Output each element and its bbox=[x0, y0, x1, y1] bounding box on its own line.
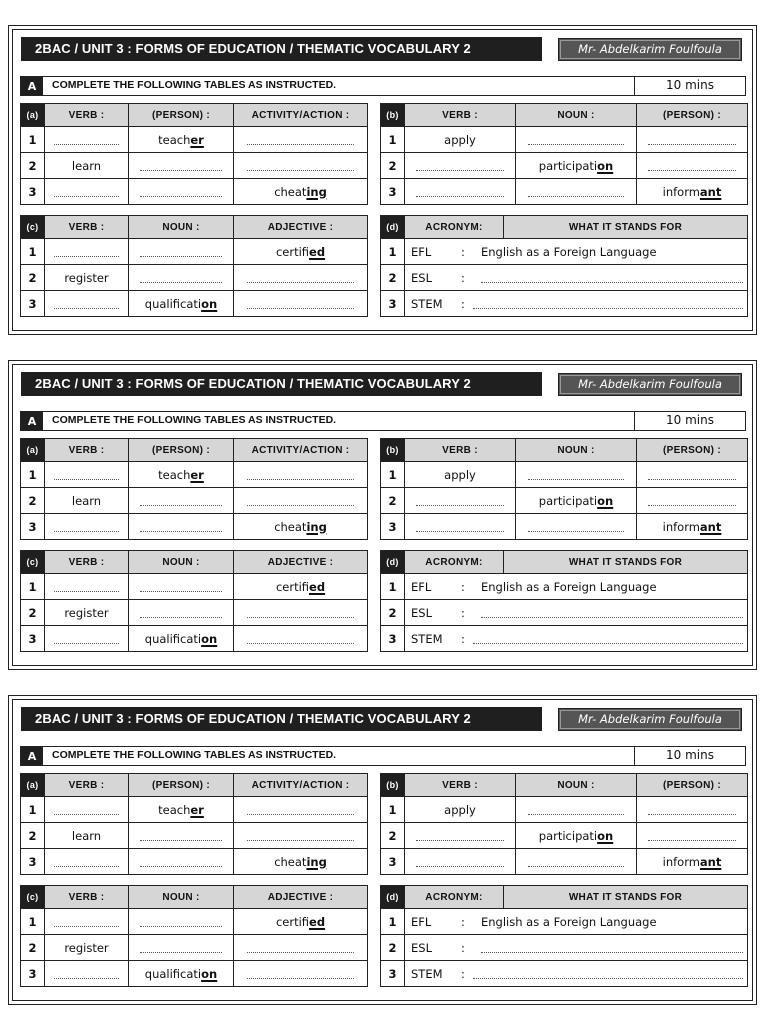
blank-field[interactable] bbox=[234, 462, 368, 488]
row-number: 1 bbox=[381, 574, 405, 600]
table-d bbox=[380, 550, 748, 652]
instruction-row bbox=[20, 411, 746, 431]
row-number: 3 bbox=[21, 849, 45, 875]
column-header: (PERSON) : bbox=[637, 774, 748, 797]
table-c bbox=[20, 885, 368, 987]
table-row bbox=[21, 153, 368, 179]
table-row bbox=[21, 600, 368, 626]
acronym: ESL bbox=[411, 940, 432, 955]
row-number: 2 bbox=[21, 153, 45, 179]
acronym-line: STEM : bbox=[405, 961, 748, 987]
blank-field[interactable] bbox=[45, 797, 129, 823]
column-header: NOUN : bbox=[129, 216, 234, 239]
acronym: ESL bbox=[411, 605, 432, 620]
instruction-row bbox=[20, 76, 746, 96]
blank-field[interactable] bbox=[45, 127, 129, 153]
column-header: (PERSON) : bbox=[637, 104, 748, 127]
table-tag: (c) bbox=[21, 551, 45, 574]
table-row bbox=[21, 909, 368, 935]
blank-field[interactable] bbox=[516, 514, 637, 540]
acronym: ESL bbox=[411, 270, 432, 285]
blank-field[interactable] bbox=[481, 273, 743, 283]
acronym: STEM bbox=[411, 296, 443, 311]
row-number: 1 bbox=[381, 462, 405, 488]
row-number: 1 bbox=[381, 909, 405, 935]
blank-field[interactable] bbox=[45, 514, 129, 540]
blank-field[interactable] bbox=[405, 823, 516, 849]
table-b bbox=[380, 103, 748, 205]
table-row bbox=[381, 462, 748, 488]
row-number: 2 bbox=[381, 600, 405, 626]
given-word: teacher bbox=[129, 797, 234, 823]
column-header: (PERSON) : bbox=[129, 104, 234, 127]
table-row bbox=[381, 239, 748, 265]
given-word: qualification bbox=[129, 291, 234, 317]
given-word: participation bbox=[516, 823, 637, 849]
blank-field[interactable] bbox=[234, 291, 368, 317]
blank-field[interactable] bbox=[405, 849, 516, 875]
row-number: 1 bbox=[381, 239, 405, 265]
blank-field[interactable] bbox=[129, 935, 234, 961]
column-header: ACRONYM: bbox=[405, 216, 504, 239]
blank-field[interactable] bbox=[473, 299, 743, 309]
column-header: NOUN : bbox=[516, 104, 637, 127]
given-word: teacher bbox=[129, 127, 234, 153]
blank-field[interactable] bbox=[45, 239, 129, 265]
column-header: WHAT IT STANDS FOR bbox=[504, 216, 748, 239]
column-header: ACRONYM: bbox=[405, 886, 504, 909]
table-tag: (c) bbox=[21, 216, 45, 239]
acronym: EFL bbox=[411, 579, 432, 594]
table-tag: (b) bbox=[381, 104, 405, 127]
blank-field[interactable] bbox=[637, 462, 748, 488]
blank-field[interactable] bbox=[129, 823, 234, 849]
table-row bbox=[21, 849, 368, 875]
blank-field[interactable] bbox=[473, 634, 743, 644]
given-word: learn bbox=[45, 153, 129, 179]
given-word: apply bbox=[405, 127, 516, 153]
table-tag: (d) bbox=[381, 886, 405, 909]
instruction-text: COMPLETE THE FOLLOWING TABLES AS INSTRUCTED. bbox=[52, 749, 337, 761]
blank-field[interactable] bbox=[234, 127, 368, 153]
row-number: 3 bbox=[381, 514, 405, 540]
table-row bbox=[381, 574, 748, 600]
author-name: Mr- Abdelkarim Foulfoula bbox=[558, 38, 742, 61]
table-row bbox=[381, 127, 748, 153]
blank-field[interactable] bbox=[129, 600, 234, 626]
blank-field[interactable] bbox=[516, 127, 637, 153]
author-name: Mr- Abdelkarim Foulfoula bbox=[558, 708, 742, 731]
column-header: WHAT IT STANDS FOR bbox=[504, 886, 748, 909]
blank-field[interactable] bbox=[45, 574, 129, 600]
row-number: 2 bbox=[381, 153, 405, 179]
table-row bbox=[21, 265, 368, 291]
table-row bbox=[381, 626, 748, 652]
blank-field[interactable] bbox=[405, 514, 516, 540]
instruction-row bbox=[20, 746, 746, 766]
blank-field[interactable] bbox=[637, 127, 748, 153]
table-row bbox=[381, 291, 748, 317]
table-b bbox=[380, 438, 748, 540]
column-header: ADJECTIVE : bbox=[234, 551, 368, 574]
blank-field[interactable] bbox=[234, 797, 368, 823]
table-tag: (b) bbox=[381, 774, 405, 797]
blank-field[interactable] bbox=[234, 626, 368, 652]
blank-field[interactable] bbox=[234, 600, 368, 626]
given-word: certified bbox=[234, 909, 368, 935]
row-number: 3 bbox=[21, 961, 45, 987]
blank-field[interactable] bbox=[516, 462, 637, 488]
table-row bbox=[21, 823, 368, 849]
blank-field[interactable] bbox=[234, 265, 368, 291]
row-number: 1 bbox=[381, 797, 405, 823]
acronym-line: EFL : English as a Foreign Language bbox=[405, 909, 748, 935]
blank-field[interactable] bbox=[129, 849, 234, 875]
time-limit: 10 mins bbox=[634, 77, 745, 95]
blank-field[interactable] bbox=[516, 179, 637, 205]
time-limit: 10 mins bbox=[634, 412, 745, 430]
blank-field[interactable] bbox=[45, 849, 129, 875]
acronym-line: EFL : English as a Foreign Language bbox=[405, 574, 748, 600]
table-tag: (a) bbox=[21, 104, 45, 127]
acronym-line: ESL : bbox=[405, 265, 748, 291]
row-number: 2 bbox=[381, 488, 405, 514]
section-letter: A bbox=[21, 747, 43, 765]
acronym-meaning: English as a Foreign Language bbox=[481, 579, 657, 594]
given-word: learn bbox=[45, 488, 129, 514]
blank-field[interactable] bbox=[481, 943, 743, 953]
worksheet-title: 2BAC / UNIT 3 : FORMS OF EDUCATION / THEMATIC VOCABULARY 2 bbox=[21, 707, 542, 731]
blank-field[interactable] bbox=[45, 909, 129, 935]
given-word: learn bbox=[45, 823, 129, 849]
table-row bbox=[21, 462, 368, 488]
column-header: ACTIVITY/ACTION : bbox=[234, 439, 368, 462]
row-number: 2 bbox=[21, 935, 45, 961]
given-word: certified bbox=[234, 574, 368, 600]
table-row bbox=[21, 127, 368, 153]
table-tag: (a) bbox=[21, 439, 45, 462]
time-limit: 10 mins bbox=[634, 747, 745, 765]
table-row bbox=[21, 626, 368, 652]
column-header: ADJECTIVE : bbox=[234, 886, 368, 909]
blank-field[interactable] bbox=[45, 462, 129, 488]
given-word: register bbox=[45, 265, 129, 291]
table-row bbox=[21, 291, 368, 317]
column-header: ADJECTIVE : bbox=[234, 216, 368, 239]
row-number: 1 bbox=[21, 127, 45, 153]
table-tag: (d) bbox=[381, 551, 405, 574]
row-number: 3 bbox=[381, 961, 405, 987]
row-number: 3 bbox=[21, 179, 45, 205]
table-row bbox=[21, 488, 368, 514]
row-number: 2 bbox=[21, 488, 45, 514]
blank-field[interactable] bbox=[637, 797, 748, 823]
blank-field[interactable] bbox=[234, 153, 368, 179]
column-header: (PERSON) : bbox=[129, 439, 234, 462]
given-word: qualification bbox=[129, 626, 234, 652]
acronym: STEM bbox=[411, 631, 443, 646]
table-row bbox=[21, 179, 368, 205]
worksheet-copy bbox=[12, 29, 753, 331]
instruction-text: COMPLETE THE FOLLOWING TABLES AS INSTRUCTED. bbox=[52, 414, 337, 426]
row-number: 3 bbox=[21, 514, 45, 540]
given-word: cheating bbox=[234, 514, 368, 540]
acronym: EFL bbox=[411, 914, 432, 929]
table-d bbox=[380, 215, 748, 317]
row-number: 2 bbox=[381, 265, 405, 291]
worksheet-title: 2BAC / UNIT 3 : FORMS OF EDUCATION / THEMATIC VOCABULARY 2 bbox=[21, 37, 542, 61]
table-a bbox=[20, 773, 368, 875]
table-row bbox=[381, 265, 748, 291]
section-letter: A bbox=[21, 77, 43, 95]
row-number: 2 bbox=[21, 265, 45, 291]
table-b bbox=[380, 773, 748, 875]
column-header: ACTIVITY/ACTION : bbox=[234, 104, 368, 127]
author-name: Mr- Abdelkarim Foulfoula bbox=[558, 373, 742, 396]
blank-field[interactable] bbox=[45, 179, 129, 205]
table-c bbox=[20, 550, 368, 652]
table-row bbox=[21, 239, 368, 265]
row-number: 3 bbox=[381, 626, 405, 652]
given-word: register bbox=[45, 935, 129, 961]
column-header: (PERSON) : bbox=[637, 439, 748, 462]
blank-field[interactable] bbox=[516, 797, 637, 823]
table-row bbox=[381, 153, 748, 179]
acronym: STEM bbox=[411, 966, 443, 981]
row-number: 1 bbox=[21, 239, 45, 265]
acronym-line: ESL : bbox=[405, 935, 748, 961]
column-header: (PERSON) : bbox=[129, 774, 234, 797]
instruction-text: COMPLETE THE FOLLOWING TABLES AS INSTRUCTED. bbox=[52, 79, 337, 91]
row-number: 3 bbox=[21, 626, 45, 652]
blank-field[interactable] bbox=[637, 823, 748, 849]
column-header: VERB : bbox=[45, 216, 129, 239]
column-header: VERB : bbox=[45, 104, 129, 127]
column-header: VERB : bbox=[405, 439, 516, 462]
table-row bbox=[381, 961, 748, 987]
given-word: participation bbox=[516, 153, 637, 179]
table-row bbox=[21, 797, 368, 823]
acronym-line: STEM : bbox=[405, 626, 748, 652]
row-number: 3 bbox=[381, 849, 405, 875]
column-header: VERB : bbox=[45, 774, 129, 797]
blank-field[interactable] bbox=[129, 153, 234, 179]
given-word: qualification bbox=[129, 961, 234, 987]
table-row bbox=[381, 935, 748, 961]
worksheet-copy bbox=[12, 364, 753, 666]
blank-field[interactable] bbox=[405, 179, 516, 205]
acronym-line: STEM : bbox=[405, 291, 748, 317]
table-a bbox=[20, 103, 368, 205]
column-header: VERB : bbox=[45, 551, 129, 574]
table-row bbox=[381, 600, 748, 626]
blank-field[interactable] bbox=[234, 935, 368, 961]
blank-field[interactable] bbox=[129, 909, 234, 935]
table-row bbox=[381, 797, 748, 823]
blank-field[interactable] bbox=[405, 153, 516, 179]
row-number: 2 bbox=[21, 823, 45, 849]
worksheet-title: 2BAC / UNIT 3 : FORMS OF EDUCATION / THEMATIC VOCABULARY 2 bbox=[21, 372, 542, 396]
row-number: 2 bbox=[381, 935, 405, 961]
given-word: register bbox=[45, 600, 129, 626]
table-row bbox=[381, 179, 748, 205]
blank-field[interactable] bbox=[129, 488, 234, 514]
row-number: 1 bbox=[21, 574, 45, 600]
blank-field[interactable] bbox=[45, 626, 129, 652]
row-number: 1 bbox=[21, 797, 45, 823]
table-tag: (b) bbox=[381, 439, 405, 462]
column-header: VERB : bbox=[405, 104, 516, 127]
blank-field[interactable] bbox=[129, 239, 234, 265]
table-c bbox=[20, 215, 368, 317]
column-header: VERB : bbox=[45, 439, 129, 462]
given-word: participation bbox=[516, 488, 637, 514]
given-word: informant bbox=[637, 849, 748, 875]
table-row bbox=[381, 514, 748, 540]
given-word: apply bbox=[405, 462, 516, 488]
acronym: EFL bbox=[411, 244, 432, 259]
given-word: teacher bbox=[129, 462, 234, 488]
table-row bbox=[21, 935, 368, 961]
given-word: certified bbox=[234, 239, 368, 265]
table-tag: (c) bbox=[21, 886, 45, 909]
given-word: cheating bbox=[234, 849, 368, 875]
blank-field[interactable] bbox=[405, 488, 516, 514]
column-header: ACTIVITY/ACTION : bbox=[234, 774, 368, 797]
table-row bbox=[381, 909, 748, 935]
blank-field[interactable] bbox=[45, 961, 129, 987]
column-header: NOUN : bbox=[129, 551, 234, 574]
table-row bbox=[381, 849, 748, 875]
worksheet-copy bbox=[12, 699, 753, 1001]
column-header: NOUN : bbox=[129, 886, 234, 909]
blank-field[interactable] bbox=[129, 574, 234, 600]
blank-field[interactable] bbox=[129, 265, 234, 291]
table-row bbox=[21, 961, 368, 987]
blank-field[interactable] bbox=[473, 969, 743, 979]
row-number: 1 bbox=[21, 462, 45, 488]
table-row bbox=[381, 488, 748, 514]
blank-field[interactable] bbox=[234, 961, 368, 987]
blank-field[interactable] bbox=[516, 849, 637, 875]
given-word: apply bbox=[405, 797, 516, 823]
table-row bbox=[381, 823, 748, 849]
column-header: VERB : bbox=[45, 886, 129, 909]
table-d bbox=[380, 885, 748, 987]
table-row bbox=[21, 574, 368, 600]
given-word: informant bbox=[637, 179, 748, 205]
column-header: VERB : bbox=[405, 774, 516, 797]
table-a bbox=[20, 438, 368, 540]
acronym-meaning: English as a Foreign Language bbox=[481, 914, 657, 929]
column-header: ACRONYM: bbox=[405, 551, 504, 574]
acronym-meaning: English as a Foreign Language bbox=[481, 244, 657, 259]
blank-field[interactable] bbox=[129, 179, 234, 205]
blank-field[interactable] bbox=[45, 291, 129, 317]
blank-field[interactable] bbox=[637, 153, 748, 179]
row-number: 2 bbox=[381, 823, 405, 849]
row-number: 1 bbox=[381, 127, 405, 153]
row-number: 1 bbox=[21, 909, 45, 935]
row-number: 3 bbox=[21, 291, 45, 317]
blank-field[interactable] bbox=[637, 488, 748, 514]
given-word: cheating bbox=[234, 179, 368, 205]
column-header: WHAT IT STANDS FOR bbox=[504, 551, 748, 574]
acronym-line: ESL : bbox=[405, 600, 748, 626]
column-header: NOUN : bbox=[516, 439, 637, 462]
table-row bbox=[21, 514, 368, 540]
section-letter: A bbox=[21, 412, 43, 430]
given-word: informant bbox=[637, 514, 748, 540]
table-tag: (d) bbox=[381, 216, 405, 239]
row-number: 3 bbox=[381, 291, 405, 317]
blank-field[interactable] bbox=[481, 608, 743, 618]
table-tag: (a) bbox=[21, 774, 45, 797]
row-number: 2 bbox=[21, 600, 45, 626]
blank-field[interactable] bbox=[234, 488, 368, 514]
row-number: 3 bbox=[381, 179, 405, 205]
blank-field[interactable] bbox=[234, 823, 368, 849]
blank-field[interactable] bbox=[129, 514, 234, 540]
column-header: NOUN : bbox=[516, 774, 637, 797]
acronym-line: EFL : English as a Foreign Language bbox=[405, 239, 748, 265]
